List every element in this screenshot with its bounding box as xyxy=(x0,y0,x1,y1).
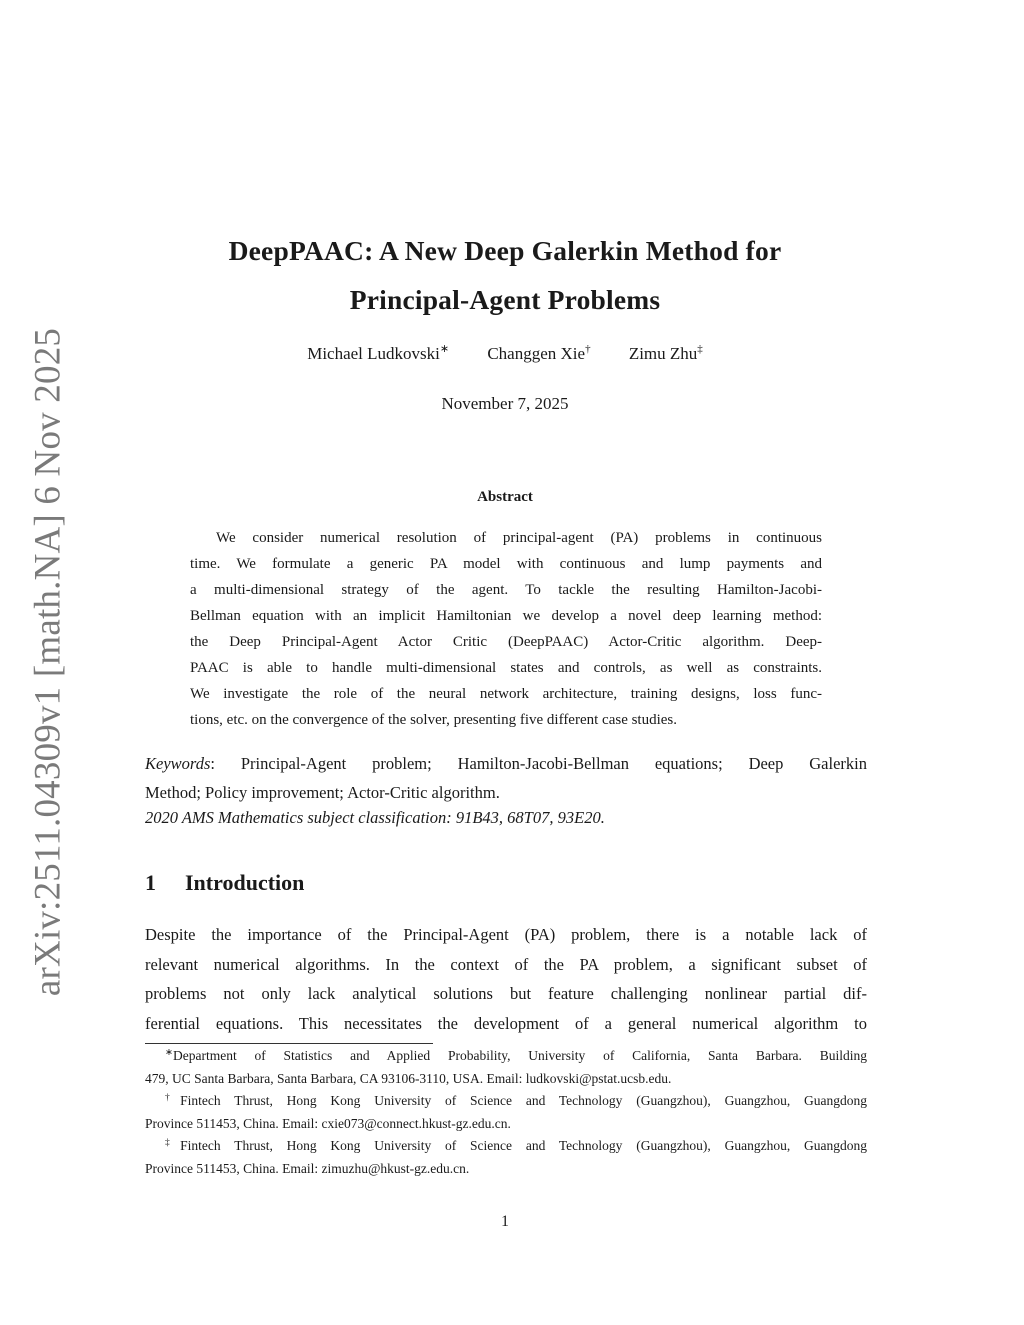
author-name: Zimu Zhu xyxy=(628,344,698,363)
intro-line: Despite the importance of the Principal-Agent (PA) problem, there is a notable lack of xyxy=(145,925,867,944)
author-footnote-mark: † xyxy=(585,343,591,355)
keywords-block xyxy=(145,749,867,807)
section-heading-introduction xyxy=(145,870,304,896)
abstract-heading: Abstract xyxy=(477,489,533,505)
footnote-text: 479, UC Santa Barbara, Santa Barbara, CA 93106-3110, USA. Email: ludkovski@pstat.ucsb.edu. xyxy=(145,1070,672,1086)
footnote-mark: † xyxy=(165,1093,181,1103)
intro-line: relevant numerical algorithms. In the context of the PA problem, a significant subset of xyxy=(145,954,867,974)
intro-line: ferential equations. This necessitates the development of a general numerical algorithm to xyxy=(145,1013,867,1033)
title-line-1: DeepPAAC: A New Deep Galerkin Method for xyxy=(228,235,782,266)
abstract-line: a multi-dimensional strategy of the agent. To tackle the resulting Hamilton-Jacobi- xyxy=(190,582,822,598)
paper-title xyxy=(150,226,860,324)
section-number: 1 xyxy=(145,870,156,895)
footnote-2-line-1 xyxy=(145,1090,867,1113)
abstract-body xyxy=(190,525,822,733)
arxiv-identifier-stamp: arXiv:2511.04309v1 [math.NA] 6 Nov 2025 xyxy=(27,327,69,997)
footnote-3-line-2 xyxy=(145,1158,867,1181)
keywords-label: Keywords xyxy=(145,754,211,773)
intro-line: problems not only lack analytical solutions but feature challenging nonlinear partial dif- xyxy=(145,984,867,1003)
keywords-line-1 xyxy=(145,749,867,778)
footnote-text: Department of Statistics and Applied Probability, University of California, Santa Barbara. Building xyxy=(172,1048,867,1063)
footnote-mark: ‡ xyxy=(165,1138,181,1148)
author-1 xyxy=(307,344,449,364)
footnote-1-line-1 xyxy=(145,1045,867,1068)
footnotes xyxy=(145,1045,867,1180)
author-name: Michael Ludkovski xyxy=(307,344,440,363)
introduction-paragraph xyxy=(145,920,867,1038)
publication-date: November 7, 2025 xyxy=(441,394,569,413)
author-footnote-mark: ∗ xyxy=(439,343,450,355)
abstract-line: tions, etc. on the convergence of the solver, presenting five different case studies. xyxy=(190,712,678,728)
footnote-text: Province 511453, China. Email: cxie073@connect.hkust-gz.edu.cn. xyxy=(145,1115,511,1131)
footnote-mark: ∗ xyxy=(165,1048,173,1058)
section-title: Introduction xyxy=(185,870,305,895)
footnote-3-line-1 xyxy=(145,1135,867,1158)
author-name: Changgen Xie xyxy=(487,344,586,363)
page-number: 1 xyxy=(501,1213,509,1230)
footnote-2-line-2 xyxy=(145,1113,867,1136)
abstract-line: Bellman equation with an implicit Hamiltonian we develop a novel deep learning method: xyxy=(190,608,822,624)
abstract-line: We investigate the role of the neural network architecture, training designs, loss func- xyxy=(190,686,822,702)
footnote-text: Fintech Thrust, Hong Kong University of Science and Technology (Guangzhou), Guangzhou, Guangdong xyxy=(180,1138,867,1153)
title-line-2: Principal-Agent Problems xyxy=(349,284,661,315)
author-3 xyxy=(629,344,703,364)
keywords-line-2: Method; Policy improvement; Actor-Critic algorithm. xyxy=(145,783,500,802)
abstract-line: We consider numerical resolution of principal-agent (PA) problems in continuous xyxy=(216,530,822,546)
footnote-text: Fintech Thrust, Hong Kong University of Science and Technology (Guangzhou), Guangzhou, Guangdong xyxy=(180,1093,867,1108)
footnote-1-line-2 xyxy=(145,1068,867,1091)
footnote-divider xyxy=(145,1043,433,1044)
abstract-line: time. We formulate a generic PA model with continuous and lump payments and xyxy=(190,556,822,572)
ams-classification: 2020 AMS Mathematics subject classification: 91B43, 68T07, 93E20. xyxy=(145,808,605,827)
author-list xyxy=(150,344,860,364)
author-2 xyxy=(487,344,590,364)
abstract-line: PAAC is able to handle multi-dimensional states and controls, as well as constraints. xyxy=(190,660,822,676)
author-footnote-mark: ‡ xyxy=(697,343,703,355)
keywords-list-part-1: : Principal-Agent problem; Hamilton-Jacobi-Bellman equations; Deep Galerkin xyxy=(210,754,867,773)
footnote-text: Province 511453, China. Email: zimuzhu@hkust-gz.edu.cn. xyxy=(145,1160,470,1176)
abstract-line: the Deep Principal-Agent Actor Critic (DeepPAAC) Actor-Critic algorithm. Deep- xyxy=(190,634,822,650)
